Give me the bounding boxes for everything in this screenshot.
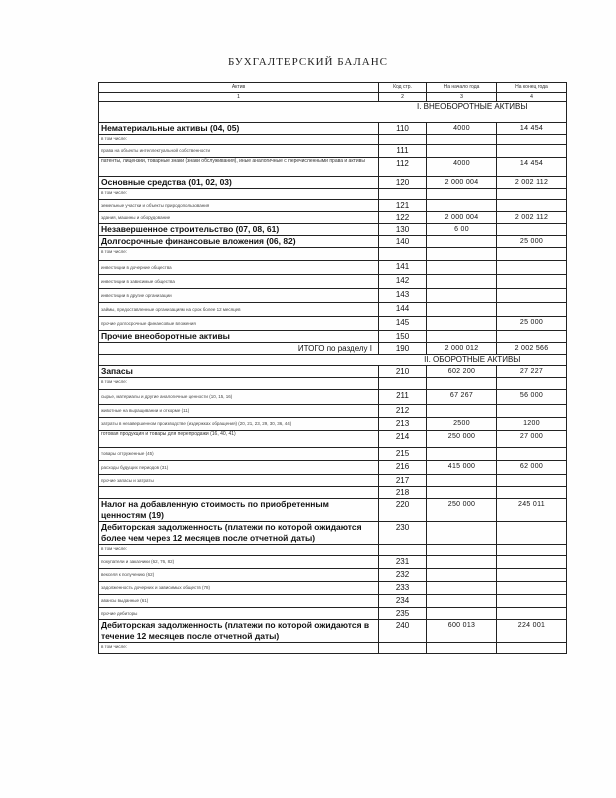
row-label: земельные участки и объекты природопользования xyxy=(99,200,379,212)
row-start xyxy=(427,608,497,620)
row-end: 56 000 xyxy=(497,390,567,405)
section2-title: II. ОБОРОТНЫЕ АКТИВЫ xyxy=(379,355,567,366)
table-row xyxy=(99,343,567,355)
table-row xyxy=(99,390,567,405)
row-end xyxy=(497,261,567,275)
row-end xyxy=(497,522,567,545)
row-start xyxy=(427,556,497,569)
row-label: прочие дебиторы xyxy=(99,608,379,620)
row-start xyxy=(427,569,497,582)
row-code: 210 xyxy=(379,366,427,378)
row-code: 122 xyxy=(379,212,427,224)
row-start: 4000 xyxy=(427,158,497,177)
row-end xyxy=(497,643,567,654)
row-end xyxy=(497,582,567,595)
row-start xyxy=(427,275,497,289)
row-end: 245 011 xyxy=(497,499,567,522)
row-label: прочие запасы и затраты xyxy=(99,475,379,487)
row-start xyxy=(427,145,497,158)
row-label: Нематериальные активы (04, 05) xyxy=(99,123,379,135)
row-code: 120 xyxy=(379,177,427,189)
section-row xyxy=(99,102,567,123)
table-row xyxy=(99,317,567,331)
row-start: 415 000 xyxy=(427,461,497,475)
row-start xyxy=(427,289,497,303)
row-code: 211 xyxy=(379,390,427,405)
row-start xyxy=(427,582,497,595)
table-row xyxy=(99,158,567,177)
row-start: 2 000 004 xyxy=(427,212,497,224)
row-start xyxy=(427,522,497,545)
row-label: Налог на добавленную стоимость по приобретенным ценностям (19) xyxy=(99,499,379,522)
table-row xyxy=(99,475,567,487)
row-start: 600 013 xyxy=(427,620,497,643)
row-end xyxy=(497,224,567,236)
row-code: 213 xyxy=(379,418,427,431)
row-start xyxy=(427,378,497,390)
row-end xyxy=(497,200,567,212)
row-code: 141 xyxy=(379,261,427,275)
row-label: в том числе: xyxy=(99,643,379,654)
row-start xyxy=(427,448,497,461)
row-label: Дебиторская задолженность (платежи по которой ожидаются более чем через 12 месяцев после отчетной даты) xyxy=(99,522,379,545)
row-code: 232 xyxy=(379,569,427,582)
row-start xyxy=(427,487,497,499)
table-row xyxy=(99,643,567,654)
row-start xyxy=(427,303,497,317)
table-row xyxy=(99,620,567,643)
row-label: в том числе: xyxy=(99,248,379,261)
row-label: Запасы xyxy=(99,366,379,378)
table-row xyxy=(99,448,567,461)
row-start xyxy=(427,595,497,608)
row-label: здания, машины и оборудование xyxy=(99,212,379,224)
section-row xyxy=(99,355,567,366)
col-number: 1 xyxy=(99,93,379,102)
table-row xyxy=(99,145,567,158)
section1-title: I. ВНЕОБОРОТНЫЕ АКТИВЫ xyxy=(379,102,567,123)
table-row xyxy=(99,366,567,378)
table-row xyxy=(99,499,567,522)
row-label: Незавершенное строительство (07, 08, 61) xyxy=(99,224,379,236)
row-label: Долгосрочные финансовые вложения (06, 82) xyxy=(99,236,379,248)
row-end: 27 227 xyxy=(497,366,567,378)
table-row xyxy=(99,522,567,545)
row-code: 112 xyxy=(379,158,427,177)
table-row xyxy=(99,418,567,431)
row-label: в том числе: xyxy=(99,189,379,200)
row-end: 1200 xyxy=(497,418,567,431)
row-end: 14 454 xyxy=(497,158,567,177)
row-start: 6 00 xyxy=(427,224,497,236)
row-label: готовая продукция и товары для перепродажи (16, 40, 41) xyxy=(99,431,379,448)
row-code: 216 xyxy=(379,461,427,475)
row-start: 250 000 xyxy=(427,499,497,522)
row-end xyxy=(497,556,567,569)
row-start: 250 000 xyxy=(427,431,497,448)
row-start: 602 200 xyxy=(427,366,497,378)
row-label: инвестиции в другие организации xyxy=(99,289,379,303)
row-code: 220 xyxy=(379,499,427,522)
row-end xyxy=(497,289,567,303)
row-end: 62 000 xyxy=(497,461,567,475)
row-label: инвестиции в дочерние общества xyxy=(99,261,379,275)
row-code: 218 xyxy=(379,487,427,499)
row-label: инвестиции в зависимые общества xyxy=(99,275,379,289)
table-row xyxy=(99,135,567,145)
table-row xyxy=(99,556,567,569)
row-label: Дебиторская задолженность (платежи по которой ожидаются в течение 12 месяцев после отчетной даты) xyxy=(99,620,379,643)
row-end: 27 000 xyxy=(497,431,567,448)
table-row xyxy=(99,275,567,289)
row-code: 140 xyxy=(379,236,427,248)
table-row xyxy=(99,236,567,248)
row-label: Основные средства (01, 02, 03) xyxy=(99,177,379,189)
table-row xyxy=(99,212,567,224)
row-end xyxy=(497,405,567,418)
page-title: БУХГАЛТЕРСКИЙ БАЛАНС xyxy=(227,56,389,68)
row-label: задолженность дочерних и зависимых обществ (78) xyxy=(99,582,379,595)
table-row xyxy=(99,608,567,620)
table-row xyxy=(99,224,567,236)
row-code: 130 xyxy=(379,224,427,236)
row-code: 144 xyxy=(379,303,427,317)
row-start: 2500 xyxy=(427,418,497,431)
row-start: 2 000 012 xyxy=(427,343,497,355)
col-number: 4 xyxy=(497,93,567,102)
row-start xyxy=(427,475,497,487)
row-code xyxy=(379,135,427,145)
row-code: 215 xyxy=(379,448,427,461)
table-row xyxy=(99,569,567,582)
row-code: 217 xyxy=(379,475,427,487)
balance-table xyxy=(98,82,567,654)
row-start: 4000 xyxy=(427,123,497,135)
table-number-row xyxy=(99,93,567,102)
row-code: 150 xyxy=(379,331,427,343)
row-end xyxy=(497,303,567,317)
row-start xyxy=(427,135,497,145)
row-code: 212 xyxy=(379,405,427,418)
col-number: 2 xyxy=(379,93,427,102)
table-row xyxy=(99,431,567,448)
row-code xyxy=(379,248,427,261)
row-end xyxy=(497,595,567,608)
row-end xyxy=(497,608,567,620)
row-code: 110 xyxy=(379,123,427,135)
row-label: займы, предоставленные организациям на срок более 12 месяцев xyxy=(99,303,379,317)
row-label: сырье, материалы и другие аналогичные ценности (10, 15, 16) xyxy=(99,390,379,405)
row-end xyxy=(497,448,567,461)
table-row xyxy=(99,123,567,135)
row-end xyxy=(497,145,567,158)
row-start xyxy=(427,248,497,261)
table-row xyxy=(99,331,567,343)
total-label: ИТОГО по разделу I xyxy=(99,343,379,355)
row-label: в том числе: xyxy=(99,135,379,145)
table-row xyxy=(99,378,567,390)
row-label: патенты, лицензии, товарные знаки (знаки обслуживания), иные аналогичные с перечисленными права и активы xyxy=(99,158,379,177)
table-row xyxy=(99,461,567,475)
row-start xyxy=(427,545,497,556)
row-label: Прочие внеоборотные активы xyxy=(99,331,379,343)
row-code: 214 xyxy=(379,431,427,448)
row-label: покупатели и заказчики (62, 76, 82) xyxy=(99,556,379,569)
row-end: 25 000 xyxy=(497,236,567,248)
row-start xyxy=(427,405,497,418)
row-code: 111 xyxy=(379,145,427,158)
row-end xyxy=(497,475,567,487)
row-code: 121 xyxy=(379,200,427,212)
row-end xyxy=(497,569,567,582)
header-end: На конец года xyxy=(497,83,567,93)
row-label: прочие долгосрочные финансовые вложения xyxy=(99,317,379,331)
row-label: расходы будущих периодов (31) xyxy=(99,461,379,475)
row-end xyxy=(497,248,567,261)
row-code: 240 xyxy=(379,620,427,643)
row-label: в том числе: xyxy=(99,378,379,390)
row-label xyxy=(99,487,379,499)
header-asset: Актив xyxy=(99,83,379,93)
row-code xyxy=(379,189,427,200)
row-label: затраты в незавершенном производстве (издержках обращения) (20, 21, 23, 29, 30, 36, 44) xyxy=(99,418,379,431)
table-row xyxy=(99,248,567,261)
table-row xyxy=(99,582,567,595)
row-end xyxy=(497,378,567,390)
row-code: 145 xyxy=(379,317,427,331)
row-start: 67 267 xyxy=(427,390,497,405)
row-end: 224 001 xyxy=(497,620,567,643)
table-row xyxy=(99,545,567,556)
row-end xyxy=(497,545,567,556)
row-code: 233 xyxy=(379,582,427,595)
table-row xyxy=(99,200,567,212)
row-label: в том числе: xyxy=(99,545,379,556)
row-start xyxy=(427,317,497,331)
row-end: 25 000 xyxy=(497,317,567,331)
row-label: товары отгруженные (45) xyxy=(99,448,379,461)
row-label: векселя к получению (62) xyxy=(99,569,379,582)
row-code: 142 xyxy=(379,275,427,289)
row-start xyxy=(427,200,497,212)
row-end xyxy=(497,331,567,343)
section-spacer xyxy=(99,355,379,366)
row-start xyxy=(427,331,497,343)
table-row xyxy=(99,487,567,499)
row-end xyxy=(497,135,567,145)
row-end xyxy=(497,189,567,200)
table-row xyxy=(99,289,567,303)
row-start xyxy=(427,189,497,200)
row-code: 235 xyxy=(379,608,427,620)
table-row xyxy=(99,303,567,317)
header-start: На начало года xyxy=(427,83,497,93)
table-row xyxy=(99,189,567,200)
row-end: 14 454 xyxy=(497,123,567,135)
row-label: права на объекты интеллектуальной собственности xyxy=(99,145,379,158)
row-end xyxy=(497,487,567,499)
row-code: 234 xyxy=(379,595,427,608)
table-header-row xyxy=(99,83,567,93)
section-spacer xyxy=(99,102,379,123)
row-code xyxy=(379,378,427,390)
table-row xyxy=(99,405,567,418)
row-label: авансы выданные (61) xyxy=(99,595,379,608)
table-row xyxy=(99,595,567,608)
header-code: Код стр. xyxy=(379,83,427,93)
row-label: животные на выращивании и откорме (11) xyxy=(99,405,379,418)
row-start: 2 000 004 xyxy=(427,177,497,189)
row-end: 2 002 112 xyxy=(497,177,567,189)
col-number: 3 xyxy=(427,93,497,102)
table-row xyxy=(99,177,567,189)
table-row xyxy=(99,261,567,275)
row-start xyxy=(427,236,497,248)
row-end xyxy=(497,275,567,289)
row-end: 2 002 566 xyxy=(497,343,567,355)
row-code: 190 xyxy=(379,343,427,355)
row-end: 2 002 112 xyxy=(497,212,567,224)
row-code: 230 xyxy=(379,522,427,545)
row-code xyxy=(379,545,427,556)
row-start xyxy=(427,261,497,275)
row-code xyxy=(379,643,427,654)
row-start xyxy=(427,643,497,654)
row-code: 143 xyxy=(379,289,427,303)
row-code: 231 xyxy=(379,556,427,569)
